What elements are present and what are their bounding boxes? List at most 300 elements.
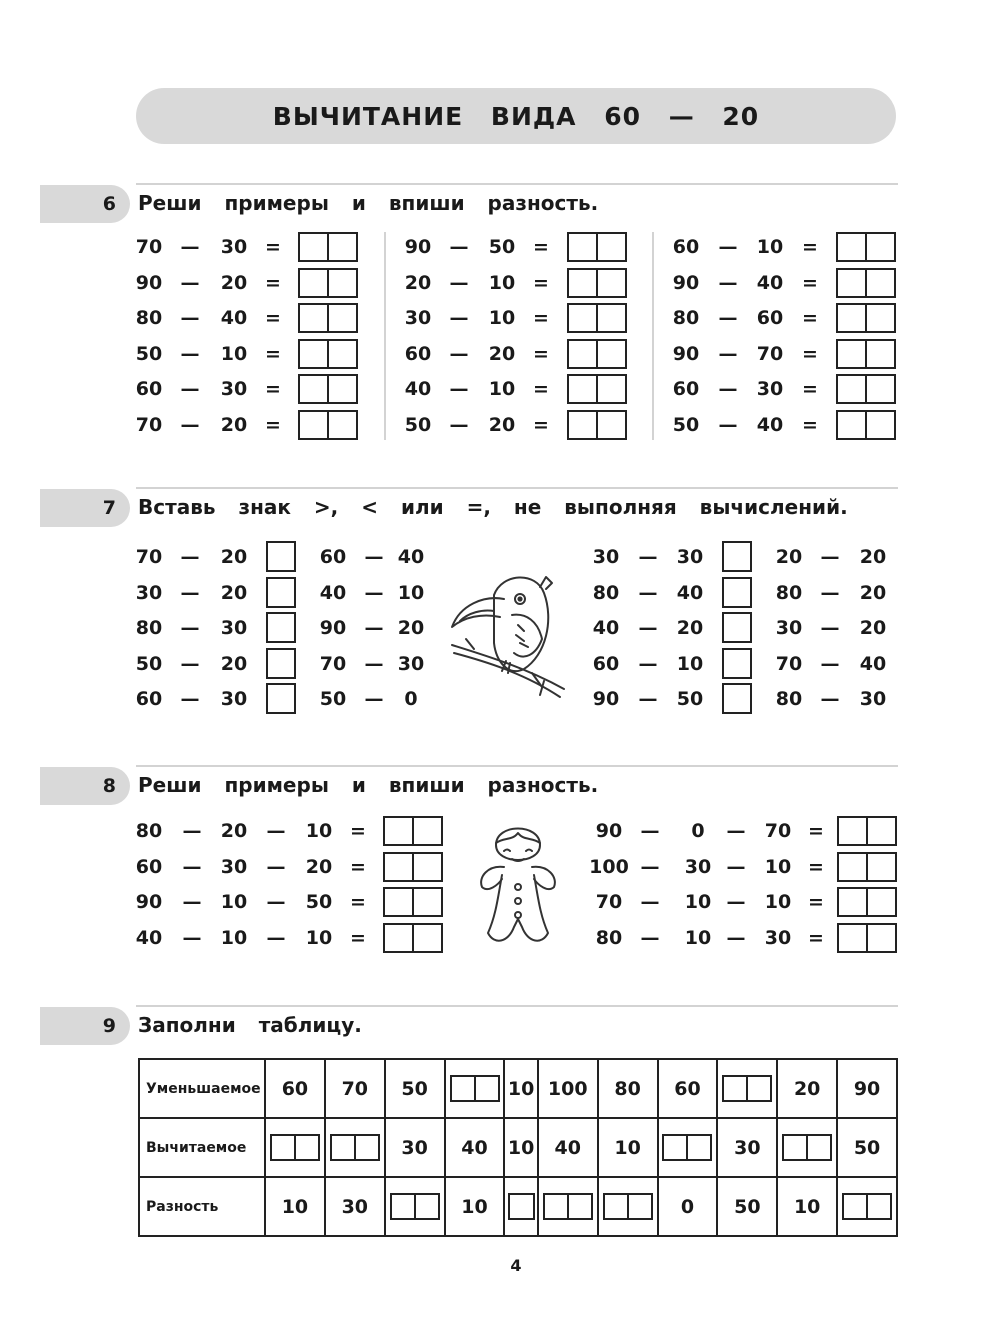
expression-token: — [182,855,202,878]
exercise-6-number-pill [40,185,130,223]
expression-token: 20 [488,413,516,436]
expression-token: — [726,855,746,878]
answer-box[interactable] [383,852,443,882]
expression-token: 10 [488,271,516,294]
table-cell: 10 [598,1118,658,1177]
expression-token: 30 [220,236,248,258]
expression-token: 30 [592,546,620,568]
answer-tens-cell[interactable] [724,1077,746,1100]
table-cell: 40 [538,1118,598,1177]
expression-token: — [364,652,384,675]
exercise-9-divider [136,1005,898,1007]
expression-token: — [449,342,469,365]
expression-token: 30 [404,307,432,329]
answer-tens-cell[interactable] [300,376,327,402]
expression-token: — [820,617,840,639]
expression-token: 60 [592,652,620,675]
answer-tens-cell[interactable] [300,412,327,438]
expression-token: 60 [404,342,432,365]
answer-ones-cell[interactable] [866,818,895,844]
answer-ones-cell[interactable] [865,376,894,402]
comparison-sign-box[interactable] [266,541,296,572]
answer-ones-cell[interactable] [596,412,625,438]
expression-token: — [718,378,738,400]
answer-ones-cell[interactable] [412,818,441,844]
answer-tens-cell[interactable] [839,854,866,880]
answer-tens-cell[interactable] [300,305,327,331]
expression-token: 60 [672,236,700,258]
answer-tens-cell[interactable] [838,341,865,367]
exercise-9-task: Заполни таблицу. [138,1013,362,1037]
expression-token: = [265,307,281,329]
answer-box[interactable] [383,816,443,846]
expression-token: 70 [319,652,347,675]
expression-token: — [726,926,746,949]
expression-token: 10 [220,342,248,365]
expression-token: 70 [135,546,163,568]
comparison-sign-box[interactable] [722,683,752,714]
expression-token: 40 [135,926,163,949]
expression-token: 60 [135,855,163,878]
expression-token: — [638,546,658,568]
expression-token: 20 [404,271,432,294]
table-cell [777,1118,837,1177]
answer-ones-cell[interactable] [865,305,894,331]
answer-tens-cell[interactable] [569,234,596,260]
answer-ones-cell[interactable] [327,341,356,367]
answer-tens-cell[interactable] [844,1195,866,1218]
expression-token: 20 [220,581,248,604]
answer-tens-cell[interactable] [569,376,596,402]
expression-token: 20 [859,581,887,604]
answer-tens-cell[interactable] [839,925,866,951]
answer-tens-cell[interactable] [839,818,866,844]
expression-token: = [350,855,366,878]
answer-ones-cell[interactable] [627,1195,651,1218]
answer-tens-cell[interactable] [385,925,412,951]
expression-token: 90 [135,271,163,294]
answer-box[interactable] [270,1134,320,1161]
expression-token: 90 [672,271,700,294]
answer-ones-cell[interactable] [865,234,894,260]
expression-token: 80 [775,688,803,710]
answer-box[interactable] [837,923,897,953]
table-row-label: Разность [139,1177,265,1236]
answer-ones-cell[interactable] [866,854,895,880]
expression-token: 20 [220,546,248,568]
answer-ones-cell[interactable] [866,925,895,951]
expression-token: 10 [764,855,792,878]
answer-ones-cell[interactable] [866,1195,890,1218]
expression-token: 30 [756,378,784,400]
expression-token: 80 [595,926,623,949]
comparison-sign-box[interactable] [266,648,296,679]
expression-token: 30 [220,617,248,639]
expression-token: — [638,617,658,639]
answer-tens-cell[interactable] [605,1195,627,1218]
answer-tens-cell[interactable] [838,234,865,260]
answer-box[interactable] [298,268,358,298]
expression-token: = [533,342,549,365]
answer-box[interactable] [383,923,443,953]
expression-token: = [802,307,818,329]
expression-token: 30 [859,688,887,710]
expression-token: 70 [756,342,784,365]
exercise-6-task: Реши примеры и впиши разность. [138,191,599,215]
expression-token: — [266,855,286,878]
expression-token: 40 [397,546,425,568]
expression-token: — [638,652,658,675]
expression-token: 70 [775,652,803,675]
expression-token: = [533,271,549,294]
expression-token: 30 [397,652,425,675]
answer-ones-cell[interactable] [412,889,441,915]
expression-token: 20 [397,617,425,639]
table-cell: 90 [837,1059,897,1118]
answer-ones-cell[interactable] [474,1077,498,1100]
answer-tens-cell[interactable] [332,1136,354,1159]
expression-token: 70 [135,413,163,436]
expression-token: — [640,820,660,842]
table-cell: 80 [598,1059,658,1118]
expression-token: — [718,413,738,436]
answer-ones-cell[interactable] [412,925,441,951]
expression-token: — [266,820,286,842]
expression-token: 60 [319,546,347,568]
subtraction-table [138,1058,898,1237]
expression-token: — [449,413,469,436]
answer-ones-cell[interactable] [866,889,895,915]
answer-box[interactable] [298,303,358,333]
table-cell [658,1118,718,1177]
expression-token: — [180,413,200,436]
answer-box[interactable] [298,232,358,262]
expression-token: — [638,688,658,710]
expression-token: — [718,271,738,294]
answer-tens-cell[interactable] [838,305,865,331]
table-cell: 10 [445,1177,505,1236]
expression-token: 10 [397,581,425,604]
expression-token: 40 [319,581,347,604]
answer-tens-cell[interactable] [569,412,596,438]
expression-token: — [182,820,202,842]
table-row-label: Вычитаемое [139,1118,265,1177]
answer-ones-cell[interactable] [596,270,625,296]
answer-ones-cell[interactable] [354,1136,378,1159]
expression-token: — [180,271,200,294]
answer-tens-cell[interactable] [385,818,412,844]
table-cell [445,1059,505,1118]
expression-token: 20 [676,617,704,639]
expression-token: — [364,546,384,568]
table-row [139,1059,897,1118]
answer-box[interactable] [662,1134,712,1161]
expression-token: 30 [135,581,163,604]
answer-box[interactable] [836,410,896,440]
expression-token: = [265,236,281,258]
answer-box[interactable] [298,374,358,404]
expression-token: = [265,413,281,436]
table-cell: 10 [504,1059,537,1118]
exercise-6-divider [136,183,898,185]
answer-tens-cell[interactable] [784,1136,806,1159]
answer-ones-cell[interactable] [327,412,356,438]
table-cell: 50 [717,1177,777,1236]
answer-box[interactable] [383,887,443,917]
answer-tens-cell[interactable] [452,1077,474,1100]
exercise-7-number: 7 [102,497,116,519]
expression-token: 0 [691,820,705,842]
answer-box[interactable] [836,339,896,369]
expression-token: 30 [220,688,248,710]
answer-box[interactable] [782,1134,832,1161]
expression-token: — [718,342,738,365]
expression-token: = [350,820,366,842]
expression-token: — [640,855,660,878]
expression-token: — [640,891,660,913]
answer-box[interactable] [508,1193,535,1220]
expression-token: 50 [135,342,163,365]
expression-token: 40 [859,652,887,675]
comparison-sign-box[interactable] [266,612,296,643]
expression-token: = [265,342,281,365]
answer-ones-cell[interactable] [596,305,625,331]
column-separator [384,232,386,440]
table-cell: 10 [777,1177,837,1236]
expression-token: — [180,342,200,365]
answer-ones-cell[interactable] [865,270,894,296]
answer-tens-cell[interactable] [272,1136,294,1159]
expression-token: 10 [220,926,248,949]
answer-box[interactable] [842,1193,892,1220]
answer-tens-cell[interactable] [300,270,327,296]
answer-ones-cell[interactable] [865,341,894,367]
exercise-7-divider [136,487,898,489]
expression-token: = [533,236,549,258]
exercise-7-number-pill [40,489,130,527]
expression-token: 50 [676,688,704,710]
expression-token: = [808,855,824,878]
table-cell [385,1177,445,1236]
answer-tens-cell[interactable] [838,270,865,296]
answer-box[interactable] [543,1193,593,1220]
expression-token: — [364,581,384,604]
answer-ones-cell[interactable] [327,234,356,260]
table-cell [598,1177,658,1236]
gingerbread-illustration [468,815,568,955]
answer-tens-cell[interactable] [838,376,865,402]
table-cell [265,1118,325,1177]
toucan-illustration [444,565,574,705]
expression-token: — [449,271,469,294]
answer-box[interactable] [836,232,896,262]
expression-token: — [820,546,840,568]
table-cell: 40 [445,1118,505,1177]
exercise-8-divider [136,765,898,767]
expression-token: — [726,891,746,913]
expression-token: 80 [135,617,163,639]
answer-ones-cell[interactable] [806,1136,830,1159]
expression-token: 30 [676,546,704,568]
expression-token: 30 [684,855,712,878]
answer-box[interactable] [567,268,627,298]
expression-token: — [820,581,840,604]
answer-ones-cell[interactable] [327,270,356,296]
answer-box[interactable] [722,1075,772,1102]
expression-token: — [820,688,840,710]
answer-box[interactable] [836,303,896,333]
expression-token: — [820,652,840,675]
expression-token: — [640,926,660,949]
table-cell [538,1177,598,1236]
expression-token: 50 [488,236,516,258]
answer-ones-cell[interactable] [294,1136,318,1159]
expression-token: 50 [404,413,432,436]
expression-token: — [180,236,200,258]
answer-ones-cell[interactable] [327,305,356,331]
expression-token: 60 [135,378,163,400]
table-cell: 50 [385,1059,445,1118]
table-cell: 10 [265,1177,325,1236]
expression-token: 0 [404,688,418,710]
expression-token: — [180,652,200,675]
answer-box[interactable] [567,410,627,440]
expression-token: 90 [404,236,432,258]
answer-tens-cell[interactable] [569,305,596,331]
expression-token: — [266,891,286,913]
answer-tens-cell[interactable] [300,341,327,367]
expression-token: — [266,926,286,949]
expression-token: = [808,891,824,913]
page-number: 4 [510,1256,522,1275]
expression-token: = [802,413,818,436]
answer-ones-cell[interactable] [686,1136,710,1159]
expression-token: = [265,378,281,400]
expression-token: 90 [595,820,623,842]
expression-token: 20 [775,546,803,568]
expression-token: 20 [859,617,887,639]
expression-token: 90 [592,688,620,710]
answer-box[interactable] [567,339,627,369]
answer-box[interactable] [450,1075,500,1102]
answer-ones-cell[interactable] [567,1195,591,1218]
expression-token: — [364,617,384,639]
answer-ones-cell[interactable] [327,376,356,402]
exercise-9-number: 9 [102,1015,116,1037]
expression-token: 20 [220,271,248,294]
answer-box[interactable] [298,410,358,440]
answer-box[interactable] [837,816,897,846]
answer-box[interactable] [567,232,627,262]
table-row [139,1177,897,1236]
comparison-sign-box[interactable] [266,577,296,608]
answer-tens-cell[interactable] [839,889,866,915]
answer-ones-cell[interactable] [596,341,625,367]
comparison-sign-box[interactable] [722,648,752,679]
comparison-sign-box[interactable] [266,683,296,714]
expression-token: 40 [592,617,620,639]
table-cell: 50 [837,1118,897,1177]
table-cell: 70 [325,1059,385,1118]
answer-tens-cell[interactable] [392,1195,414,1218]
expression-token: = [265,271,281,294]
column-separator [652,232,654,440]
exercise-6-number: 6 [102,193,116,215]
answer-ones-cell[interactable] [412,854,441,880]
expression-token: — [718,307,738,329]
answer-ones-cell[interactable] [414,1195,438,1218]
expression-token: 90 [319,617,347,639]
expression-token: 20 [488,342,516,365]
answer-box[interactable] [390,1193,440,1220]
expression-token: 90 [135,891,163,913]
answer-box[interactable] [837,852,897,882]
answer-box[interactable] [603,1193,653,1220]
exercise-7-task: Вставь знак >, < или =, не выполняя вычислений. [138,495,848,519]
answer-box[interactable] [836,268,896,298]
expression-token: 80 [592,581,620,604]
expression-token: 40 [756,413,784,436]
answer-box[interactable] [567,374,627,404]
expression-token: — [364,688,384,710]
answer-tens-cell[interactable] [569,341,596,367]
answer-ones-cell[interactable] [746,1077,770,1100]
comparison-sign-box[interactable] [722,612,752,643]
answer-ones-cell[interactable] [596,376,625,402]
exercise-8-number-pill [40,767,130,805]
comparison-sign-box[interactable] [722,541,752,572]
table-cell: 30 [385,1118,445,1177]
answer-tens-cell[interactable] [838,412,865,438]
expression-token: 70 [135,236,163,258]
expression-token: 80 [775,581,803,604]
exercise-9-number-pill [40,1007,130,1045]
expression-token: 100 [589,855,629,878]
expression-token: — [180,378,200,400]
answer-tens-cell[interactable] [545,1195,567,1218]
expression-token: = [802,342,818,365]
expression-token: = [802,236,818,258]
expression-token: 10 [305,926,333,949]
answer-tens-cell[interactable] [385,889,412,915]
answer-box[interactable] [836,374,896,404]
comparison-sign-box[interactable] [722,577,752,608]
expression-token: — [180,581,200,604]
expression-token: 10 [488,378,516,400]
answer-box[interactable] [837,887,897,917]
answer-tens-cell[interactable] [385,854,412,880]
table-cell: 100 [538,1059,598,1118]
expression-token: 80 [135,307,163,329]
answer-box[interactable] [298,339,358,369]
expression-token: — [180,617,200,639]
answer-box[interactable] [567,303,627,333]
expression-token: — [449,236,469,258]
answer-tens-cell[interactable] [300,234,327,260]
expression-token: — [718,236,738,258]
table-row-label: Уменьшаемое [139,1059,265,1118]
expression-token: — [638,581,658,604]
table-cell [717,1059,777,1118]
answer-ones-cell[interactable] [596,234,625,260]
answer-tens-cell[interactable] [569,270,596,296]
expression-token: 10 [676,652,704,675]
expression-token: 60 [135,688,163,710]
answer-ones-cell[interactable] [865,412,894,438]
answer-tens-cell[interactable] [664,1136,686,1159]
expression-token: 70 [595,891,623,913]
answer-box[interactable] [330,1134,380,1161]
